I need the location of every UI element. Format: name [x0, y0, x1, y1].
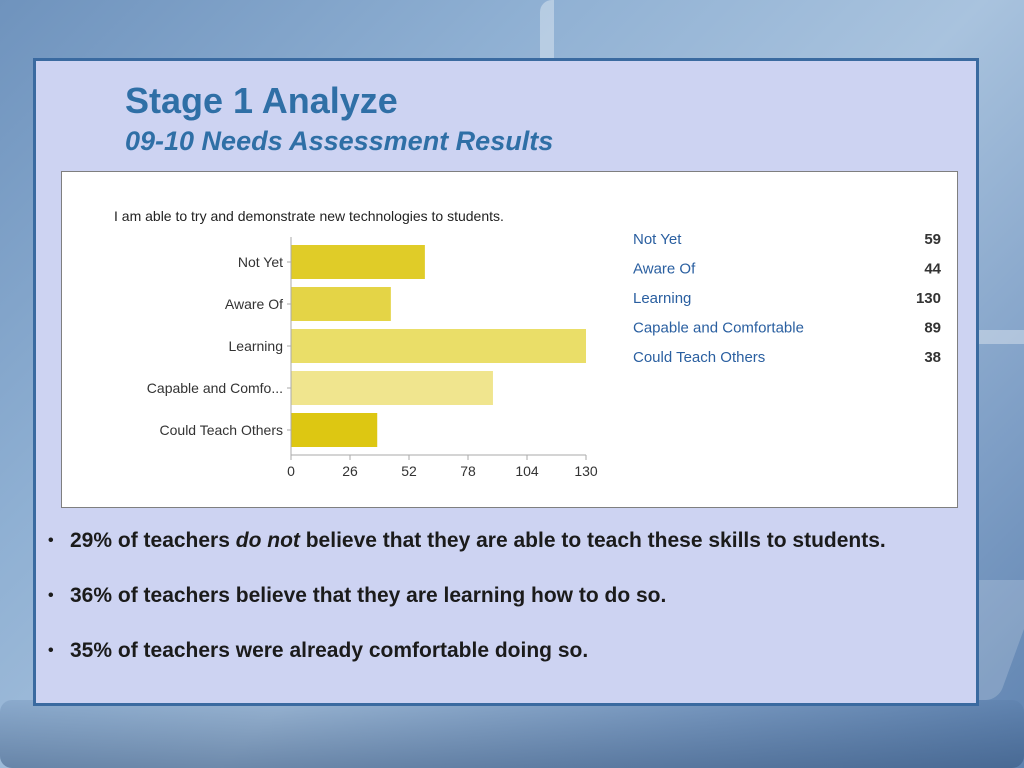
category-label: Aware Of [224, 296, 283, 312]
x-tick-label: 130 [574, 463, 598, 479]
chart-bar [291, 329, 586, 363]
chart-bar [291, 371, 493, 405]
finding-item [48, 582, 968, 610]
finding-emphasis: do not [235, 529, 300, 552]
legend-value: 89 [924, 319, 941, 337]
x-tick-label: 78 [460, 463, 476, 479]
background-bottom-band [0, 700, 1024, 768]
findings-list [48, 527, 968, 665]
bullet-dot-icon: • [48, 587, 54, 604]
x-tick-label: 104 [515, 463, 539, 479]
slide-title: Stage 1 Analyze [125, 80, 398, 121]
slide-panel [33, 58, 979, 706]
x-tick-label: 52 [401, 463, 417, 479]
x-tick-label: 0 [287, 463, 295, 479]
bar-chart [62, 172, 959, 509]
chart-legend [633, 231, 942, 366]
chart-bar [291, 287, 391, 321]
legend-label: Could Teach Others [633, 349, 766, 366]
legend-value: 59 [924, 231, 941, 248]
finding-text-rest: believe that they are able to teach these skills to students. [299, 529, 886, 552]
legend-label: Not Yet [633, 231, 682, 248]
category-label: Capable and Comfo... [146, 380, 283, 396]
slide-subtitle: 09-10 Needs Assessment Results [125, 126, 554, 156]
chart-category-labels [147, 254, 291, 438]
chart-bar [291, 413, 377, 447]
chart-bars [291, 245, 586, 447]
finding-item [48, 527, 968, 555]
legend-value: 130 [915, 290, 941, 307]
chart-title: I am able to try and demonstrate new technologies to students. [114, 208, 504, 224]
legend-label: Learning [633, 290, 692, 307]
finding-item [48, 637, 968, 665]
chart-bar [291, 245, 425, 279]
finding-text: 35% of teachers were already comfortable doing so. [70, 639, 589, 662]
chart-container [61, 171, 958, 508]
legend-label: Capable and Comfortable [633, 319, 804, 337]
finding-text: 36% of teachers believe that they are learning how to do so. [70, 584, 667, 607]
category-label: Not Yet [237, 254, 283, 270]
category-label: Could Teach Others [159, 422, 283, 438]
legend-value: 44 [924, 260, 941, 278]
legend-value: 38 [924, 349, 941, 366]
legend-label: Aware Of [633, 260, 696, 278]
finding-text: 29% of teachers [70, 529, 236, 552]
bullet-dot-icon: • [48, 642, 54, 659]
category-label: Learning [228, 338, 283, 354]
x-tick-label: 26 [342, 463, 358, 479]
bullet-dot-icon: • [48, 532, 54, 549]
